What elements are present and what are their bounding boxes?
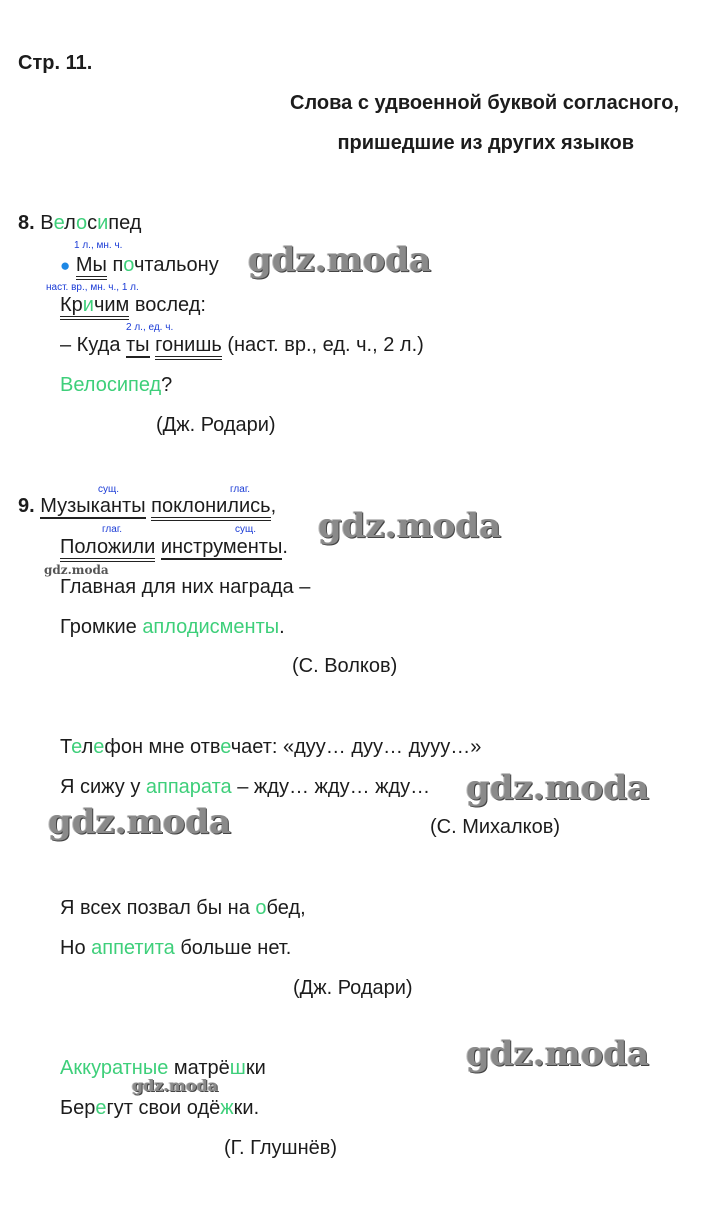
poem-line: Велосипед? [60,374,173,396]
section-title-line-1: Слова с удвоенной буквой согласного, [290,92,679,114]
watermark: gdz.moda [466,1034,650,1074]
poem-line: Телефон мне отвечает: «дуу… дуу… дууу…» [60,736,482,758]
subject-word: Мы [76,254,107,280]
watermark: gdz.moda [44,563,109,577]
watermark: gdz.moda [132,1076,219,1095]
poem-author: (С. Михалков) [430,816,560,838]
poem-line: Положили инструменты. [60,536,288,559]
grammar-note: сущ. [98,484,120,495]
subject-word: Музыканты [40,495,146,517]
grammar-note: 2 л., ед. ч. [126,322,174,333]
page-reference: Стр. 11. [18,52,93,74]
poem-line: Кричим вослед: [60,294,206,317]
exercise-8-heading [18,212,141,235]
exercise-8-number: 8. [18,212,35,234]
exercise-9-number: 9. [18,495,35,517]
poem-line: Я всех позвал бы на обед, [60,897,306,919]
poem-author: (Дж. Родари) [293,977,413,999]
grammar-note: глаг. [230,484,251,495]
grammar-note: глаг. [102,524,123,535]
watermark: gdz.moda [48,802,232,842]
poem-line: Берегут свои одёжки. [60,1097,260,1119]
grammar-note: наст. вр., мн. ч., 1 л. [46,282,139,293]
poem-line: 9. Музыканты поклонились, [18,495,276,518]
bullet-dot-icon: ● [60,256,71,275]
poem-line: Я сижу у аппарата – жду… жду… жду… [60,776,431,798]
poem-author: (С. Волков) [292,655,398,677]
poem-line: Аккуратные матрёшки [60,1057,266,1079]
section-title-line-2: пришедшие из других языков [337,132,634,154]
predicate-word: Положили [60,536,155,562]
grammar-note: сущ. [235,524,257,535]
watermark: gdz.moda [466,768,650,808]
poem-line: ● Мы почтальону [60,254,219,277]
subject-word: ты [126,334,150,356]
heading-word: Велосипед [40,212,142,234]
predicate-word: гонишь [155,334,222,360]
watermark: gdz.moda [318,506,502,546]
predicate-word: Кричим [60,294,129,320]
watermark: gdz.moda [248,240,432,280]
poem-line: – Куда ты гонишь (наст. вр., ед. ч., 2 л.) [60,334,424,357]
poem-author: (Дж. Родари) [156,414,276,436]
predicate-word: поклонились [151,495,270,521]
object-word: инструменты [160,536,283,558]
grammar-note: 1 л., мн. ч. [74,240,123,251]
poem-line: Громкие аплодисменты. [60,616,285,638]
poem-line: Главная для них награда – [60,576,311,598]
poem-line: Но аппетита больше нет. [60,937,292,959]
poem-author: (Г. Глушнёв) [224,1137,338,1159]
